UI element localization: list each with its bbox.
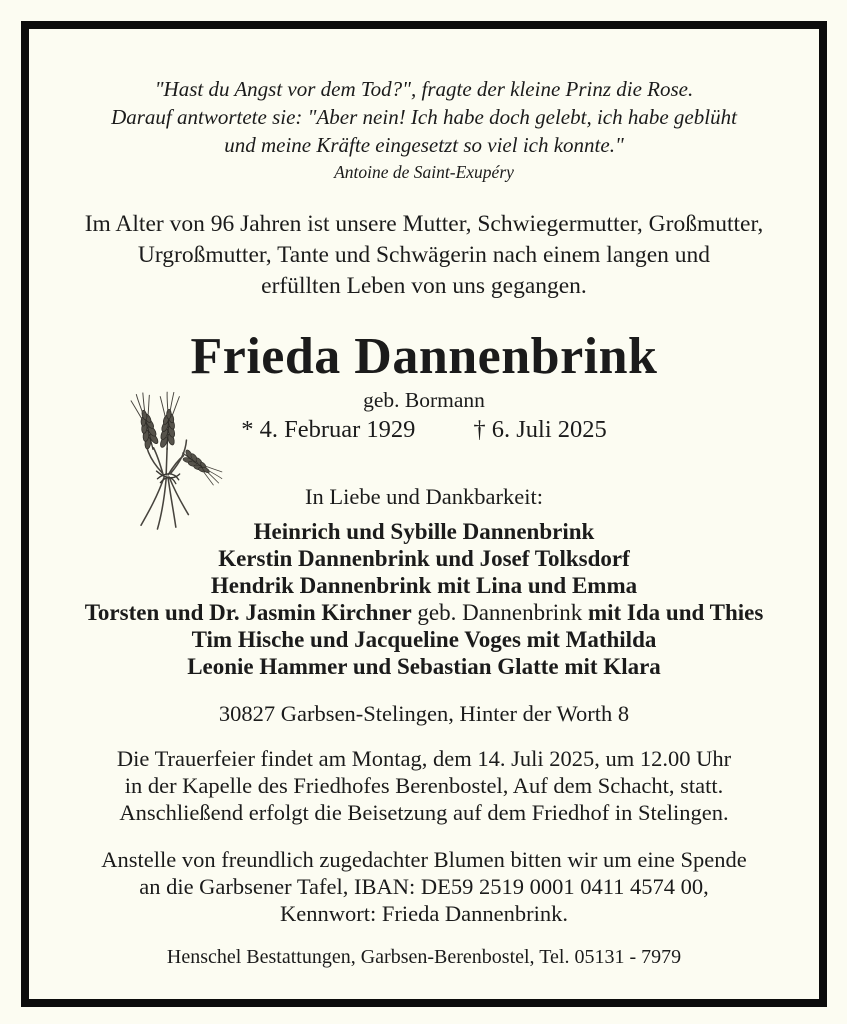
donation-line-2: an die Garbsener Tafel, IBAN: DE59 2519 0001 0411 4574 00, xyxy=(139,874,709,899)
wheat-bundle-icon xyxy=(118,386,223,531)
mourner-line: Kerstin Dannenbrink und Josef Tolksdorf xyxy=(218,546,630,571)
mourner-line: Leonie Hammer und Sebastian Glatte mit Klara xyxy=(187,654,661,679)
funeral-line-3: Anschließend erfolgt die Beisetzung auf dem Friedhof in Stelingen. xyxy=(119,800,729,825)
funeral-details xyxy=(29,745,819,826)
maiden-name: geb. Bormann xyxy=(363,388,485,412)
family-address: 30827 Garbsen-Stelingen, Hinter der Worth 8 xyxy=(218,701,630,726)
donation-request xyxy=(29,846,819,927)
donation-line-3: Kennwort: Frieda Dannenbrink. xyxy=(279,901,569,926)
intro-line-3: erfüllten Leben von uns gegangen. xyxy=(261,273,587,299)
birth-date: * 4. Februar 1929 xyxy=(241,416,416,443)
quote-line-2: Darauf antwortete sie: "Aber nein! Ich habe doch gelebt, ich habe geblüht xyxy=(111,105,737,129)
mourner-line: Torsten und Dr. Jasmin Kirchner geb. Dannenbrink mit Ida und Thies xyxy=(84,600,764,625)
quote-line-3: und meine Kräfte eingesetzt so viel ich konnte." xyxy=(224,133,624,157)
intro-line-1: Im Alter von 96 Jahren ist unsere Mutter, Schwiegermutter, Großmutter, xyxy=(84,211,764,237)
mourners-heading: In Liebe und Dankbarkeit: xyxy=(304,484,544,509)
mourner-line: Heinrich und Sybille Dannenbrink xyxy=(253,519,595,544)
mourner-line: Hendrik Dannenbrink mit Lina und Emma xyxy=(210,573,638,598)
quote-line-1: "Hast du Angst vor dem Tod?", fragte der kleine Prinz die Rose. xyxy=(154,77,694,101)
mourner-line: Tim Hische und Jacqueline Voges mit Mathilda xyxy=(191,627,657,652)
donation-line-1: Anstelle von freundlich zugedachter Blumen bitten wir um eine Spende xyxy=(101,847,747,872)
intro-text xyxy=(29,209,819,302)
quote-attribution: Antoine de Saint-Exupéry xyxy=(334,162,514,182)
intro-line-2: Urgroßmutter, Tante und Schwägerin nach einem langen und xyxy=(137,242,711,268)
opening-quote xyxy=(29,75,819,159)
deceased-name: Frieda Dannenbrink xyxy=(190,328,658,385)
funeral-line-1: Die Trauerfeier findet am Montag, dem 14. Juli 2025, um 12.00 Uhr xyxy=(116,746,732,771)
mourners-list xyxy=(29,518,819,680)
funeral-line-2: in der Kapelle des Friedhofes Berenbostel, Auf dem Schacht, statt. xyxy=(124,773,724,798)
death-date: † 6. Juli 2025 xyxy=(473,416,607,443)
funeral-home-info: Henschel Bestattungen, Garbsen-Berenbostel, Tel. 05131 - 7979 xyxy=(166,946,682,968)
